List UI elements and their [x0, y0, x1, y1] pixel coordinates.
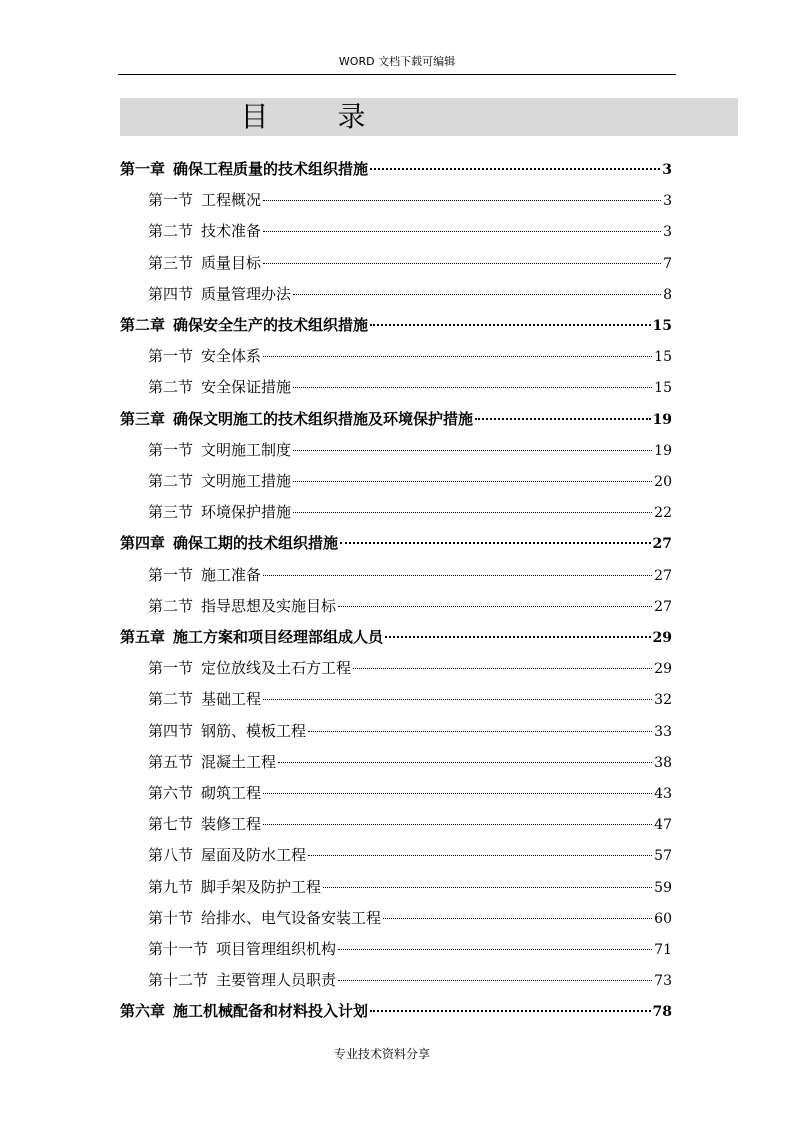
toc-section-entry[interactable] [148, 684, 672, 715]
toc-page-number: 38 [654, 754, 672, 771]
toc-dot-leader [263, 574, 652, 576]
toc-entry-label [148, 248, 261, 279]
toc-section-entry[interactable] [148, 216, 672, 247]
toc-page-number: 43 [654, 786, 672, 802]
toc-chapter-entry[interactable] [120, 404, 672, 435]
toc-section-entry[interactable] [148, 778, 672, 809]
toc-entry-title: 主要管理人员职责 [216, 971, 337, 990]
toc-page-number: 78 [652, 1004, 672, 1021]
toc-entry-label [148, 872, 321, 903]
toc-entry-number: 第四节 [148, 284, 194, 303]
toc-page-number: 19 [652, 411, 672, 428]
toc-entry-label [148, 372, 291, 403]
toc-entry-label [120, 528, 338, 559]
toc-entry-number: 第七节 [148, 815, 194, 834]
toc-entry-title: 定位放线及土石方工程 [201, 659, 352, 678]
toc-page-number: 27 [654, 567, 672, 584]
toc-section-entry[interactable] [148, 903, 672, 934]
toc-entry-number: 第一节 [148, 191, 194, 210]
toc-entry-number: 第十节 [148, 908, 194, 927]
toc-entry-title: 混凝土工程 [201, 752, 277, 771]
toc-entry-label [148, 747, 276, 778]
toc-section-entry[interactable] [148, 934, 672, 965]
toc-dot-leader [263, 355, 652, 357]
toc-entry-number: 第二节 [148, 378, 194, 397]
toc-entry-label [148, 809, 261, 840]
toc-page-number: 57 [654, 848, 672, 865]
toc-section-entry[interactable] [148, 248, 672, 279]
toc-entry-label [148, 965, 336, 996]
toc-entry-label [148, 778, 261, 809]
toc-entry-label [120, 404, 473, 435]
toc-entry-number: 第一节 [148, 659, 194, 678]
toc-chapter-entry[interactable] [120, 528, 672, 559]
toc-page-number: 33 [654, 723, 672, 740]
toc-entry-number: 第八节 [148, 846, 194, 865]
toc-page-number: 3 [663, 224, 672, 241]
toc-entry-number: 第三节 [148, 253, 194, 272]
toc-entry-label [148, 279, 291, 310]
toc-entry-label [120, 996, 368, 1027]
toc-section-entry[interactable] [148, 747, 672, 778]
toc-entry-title: 安全体系 [201, 347, 262, 366]
toc-entry-label [120, 154, 368, 185]
toc-page-number: 27 [652, 536, 672, 553]
toc-page-number: 27 [654, 598, 672, 615]
toc-dot-leader [293, 386, 652, 388]
toc-entry-title: 给排水、电气设备安装工程 [201, 908, 382, 927]
toc-entry-number: 第二节 [148, 472, 194, 490]
toc-dot-leader [385, 635, 650, 638]
toc-section-entry[interactable] [148, 341, 672, 372]
toc-entry-label [148, 903, 381, 934]
toc-page-number: 47 [654, 817, 672, 834]
toc-entry-number: 第一章 [120, 160, 166, 178]
toc-dot-leader [338, 605, 652, 607]
toc-dot-leader [370, 1009, 650, 1012]
toc-page-number: 7 [663, 255, 672, 272]
toc-entry-title: 项目管理组织机构 [216, 940, 337, 958]
toc-section-entry[interactable] [148, 435, 672, 466]
toc-entry-title: 屋面及防水工程 [201, 846, 307, 865]
toc-page-number: 3 [663, 193, 672, 210]
toc-entry-number: 第三节 [148, 503, 194, 522]
toc-entry-label [148, 185, 261, 216]
toc-page-number: 29 [654, 661, 672, 678]
toc-chapter-entry[interactable] [120, 996, 672, 1027]
toc-entry-label [120, 310, 368, 341]
toc-entry-label [148, 435, 291, 466]
toc-section-entry[interactable] [148, 185, 672, 216]
toc-entry-number: 第二节 [148, 690, 194, 709]
toc-section-entry[interactable] [148, 809, 672, 840]
toc-section-entry[interactable] [148, 497, 672, 528]
toc-dot-leader [353, 667, 652, 669]
toc-entry-title: 环境保护措施 [201, 503, 292, 522]
toc-section-entry[interactable] [148, 840, 672, 871]
toc-chapter-entry[interactable] [120, 310, 672, 341]
toc-entry-title: 砌筑工程 [201, 784, 262, 802]
toc-entry-number: 第九节 [148, 877, 194, 896]
toc-entry-number: 第十二节 [148, 971, 209, 990]
toc-page-number: 32 [654, 692, 672, 709]
toc-dot-leader [475, 417, 650, 420]
page-footer [0, 1045, 764, 1062]
toc-entry-label [148, 341, 261, 372]
toc-page-number: 19 [654, 442, 672, 459]
toc-entry-number: 第一节 [148, 440, 194, 459]
toc-dot-leader [340, 541, 650, 544]
toc-title-band [120, 98, 738, 136]
page-footer-text: 专业技术资料分享 [333, 1047, 430, 1061]
toc-page-number: 15 [654, 349, 672, 366]
toc-entry-label [120, 622, 383, 653]
toc-entry-title: 技术准备 [201, 222, 262, 241]
toc-entry-label [148, 560, 261, 591]
toc-entry-label [148, 216, 261, 247]
toc-dot-leader [293, 293, 661, 295]
toc-entry-title: 施工机械配备和材料投入计划 [173, 1002, 369, 1021]
toc-page-number: 73 [654, 973, 672, 990]
toc-entry-title: 质量管理办法 [201, 284, 292, 303]
toc-entry-title: 施工方案和项目经理部组成人员 [173, 628, 384, 646]
toc-section-entry[interactable] [148, 560, 672, 591]
toc-dot-leader [263, 823, 652, 825]
toc-entry-label [148, 466, 291, 497]
toc-entry-number: 第二节 [148, 222, 194, 241]
toc-dot-leader [263, 199, 661, 201]
toc-entry-title: 工程概况 [201, 191, 262, 210]
toc-page-number: 3 [662, 162, 672, 178]
toc-entry-title: 质量目标 [201, 253, 262, 272]
toc-entry-title: 装修工程 [201, 815, 262, 834]
toc-section-entry[interactable] [148, 965, 672, 996]
toc-entry-number: 第三章 [120, 409, 166, 428]
toc-section-entry[interactable] [148, 466, 672, 497]
toc-dot-leader [263, 230, 661, 232]
toc-section-entry[interactable] [148, 653, 672, 684]
page-header-text: WORD 文档下载可编辑 [338, 55, 456, 68]
toc-entry-title: 钢筋、模板工程 [201, 721, 307, 740]
toc-entry-title: 文明施工措施 [201, 472, 292, 490]
toc-entry-number: 第五章 [120, 628, 166, 646]
toc-page-number: 22 [654, 505, 672, 522]
toc-dot-leader [293, 480, 652, 482]
toc-chapter-entry[interactable] [120, 154, 672, 185]
toc-entry-label [148, 684, 261, 715]
toc-dot-leader [263, 792, 652, 794]
toc-dot-leader [263, 698, 652, 700]
toc-entry-number: 第一节 [148, 347, 194, 366]
toc-page-number: 71 [654, 942, 672, 958]
toc-entry-number: 第四章 [120, 534, 166, 553]
toc-entry-title: 确保工程质量的技术组织措施 [173, 160, 369, 178]
toc-entry-title: 安全保证措施 [201, 378, 292, 397]
toc-page-number: 15 [654, 380, 672, 397]
toc-page-number: 8 [663, 286, 672, 303]
toc-entry-number: 第二节 [148, 596, 194, 615]
toc-dot-leader [383, 917, 652, 919]
toc-page-number: 15 [652, 318, 672, 334]
toc-entry-label [148, 934, 336, 965]
toc-entry-title: 确保安全生产的技术组织措施 [173, 316, 369, 334]
toc-entry-label [148, 591, 336, 622]
toc-title: 目 录 [240, 100, 396, 133]
toc-entry-number: 第六章 [120, 1002, 166, 1021]
toc-entry-number: 第五节 [148, 752, 194, 771]
toc-entry-title: 基础工程 [201, 690, 262, 709]
toc-dot-leader [308, 854, 652, 856]
toc-entry-title: 施工准备 [201, 565, 262, 584]
toc-entry-number: 第一节 [148, 565, 194, 584]
toc-entry-title: 确保文明施工的技术组织措施及环境保护措施 [173, 409, 474, 428]
toc-entry-number: 第二章 [120, 316, 166, 334]
toc-page-number: 29 [652, 630, 672, 646]
toc-chapter-entry[interactable] [120, 622, 672, 653]
toc-entry-label [148, 716, 306, 747]
toc-entry-title: 脚手架及防护工程 [201, 877, 322, 896]
toc-dot-leader [370, 167, 660, 170]
toc-dot-leader [338, 979, 652, 981]
toc-dot-leader [338, 948, 652, 950]
page-header [118, 52, 676, 75]
toc-dot-leader [293, 511, 652, 513]
toc-section-entry[interactable] [148, 279, 672, 310]
toc-page-number: 20 [654, 474, 672, 490]
toc-entry-label [148, 840, 306, 871]
toc-entry-label [148, 653, 351, 684]
toc-dot-leader [323, 886, 652, 888]
toc-entry-title: 指导思想及实施目标 [201, 596, 337, 615]
toc-dot-leader [293, 449, 652, 451]
toc-entry-number: 第六节 [148, 784, 194, 802]
toc-entry-title: 文明施工制度 [201, 440, 292, 459]
toc-section-entry[interactable] [148, 591, 672, 622]
toc-dot-leader [370, 323, 650, 326]
toc-entry-label [148, 497, 291, 528]
toc-dot-leader [278, 761, 652, 763]
toc-dot-leader [263, 262, 661, 264]
toc-entry-number: 第四节 [148, 721, 194, 740]
toc-page-number: 60 [654, 910, 672, 927]
toc-entry-title: 确保工期的技术组织措施 [173, 534, 339, 553]
toc-section-entry[interactable] [148, 872, 672, 903]
toc-dot-leader [308, 730, 652, 732]
toc-section-entry[interactable] [148, 716, 672, 747]
toc-section-entry[interactable] [148, 372, 672, 403]
toc-entry-number: 第十一节 [148, 940, 209, 958]
toc-page-number: 59 [654, 879, 672, 896]
